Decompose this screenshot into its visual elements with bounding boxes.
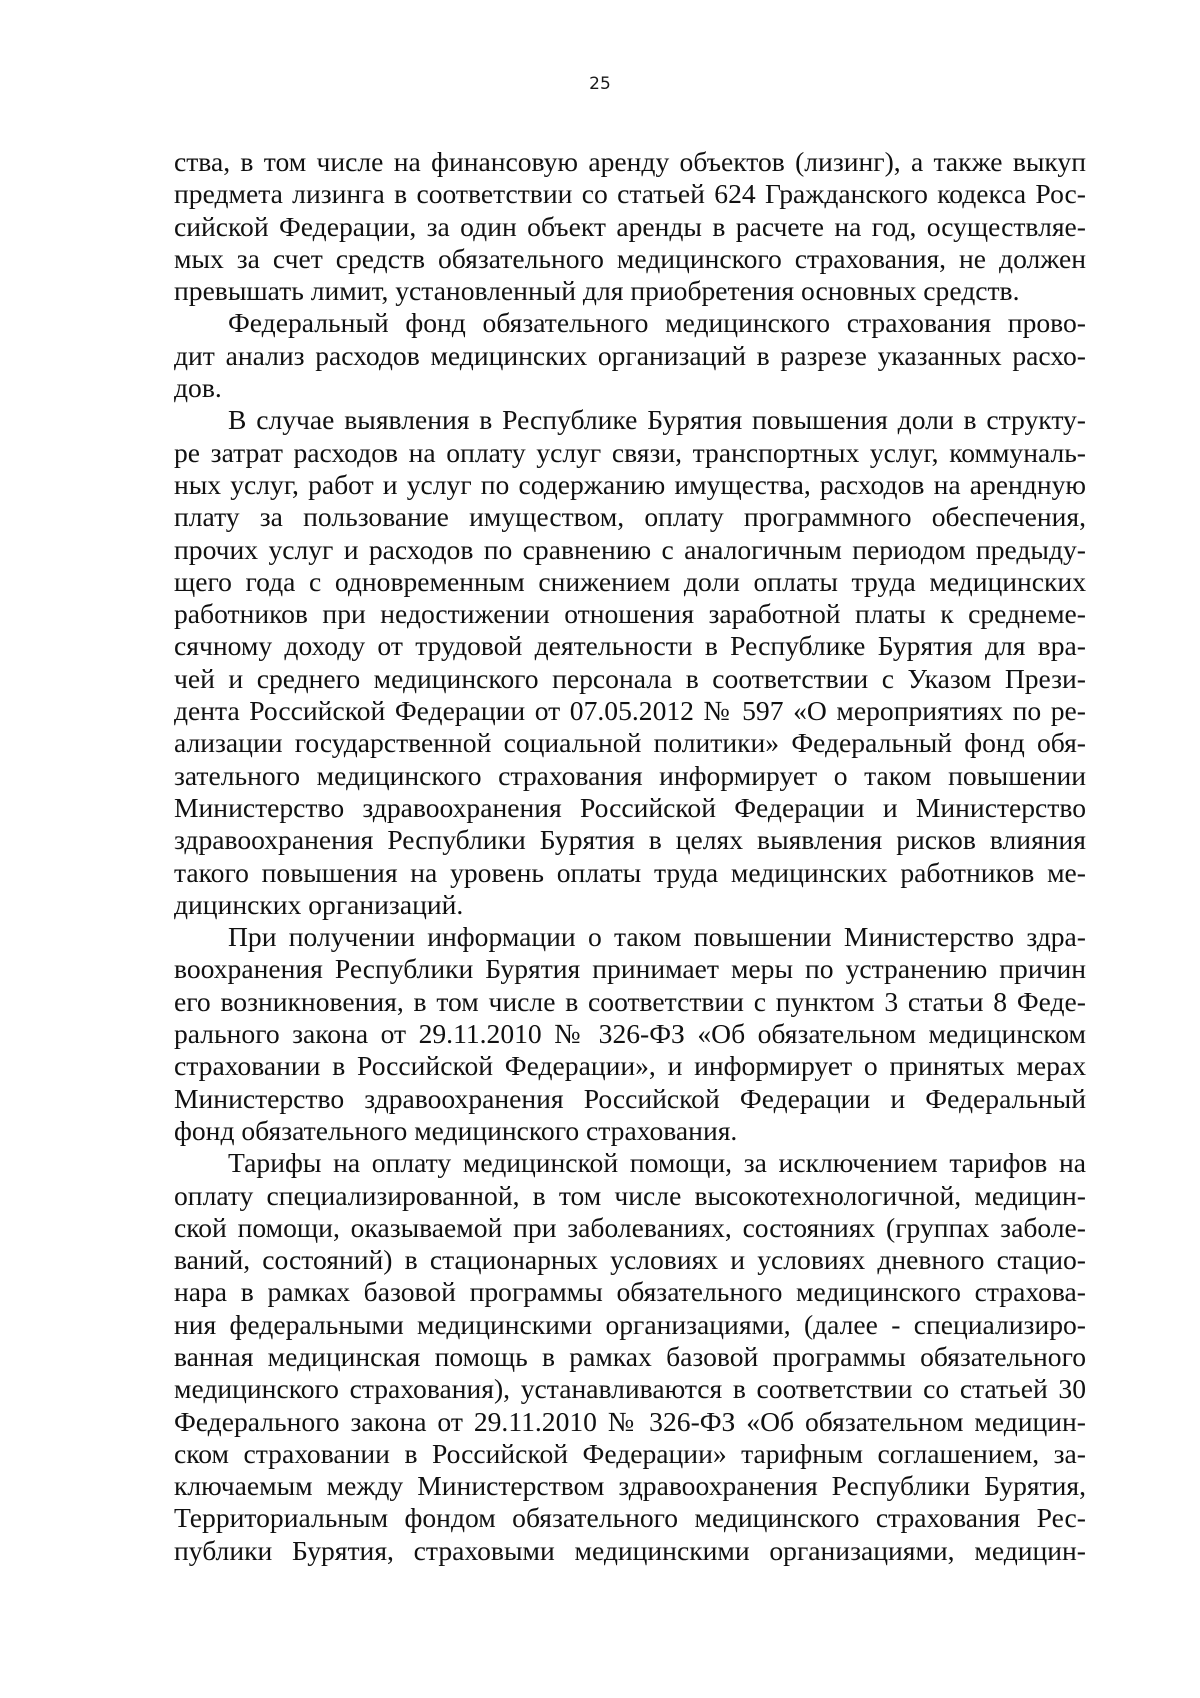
text-line: Федеральный фонд обязательного медицинского страхования прово- [228, 307, 1086, 339]
text-line: дента Российской Федерации от 07.05.2012 № 597 «О мероприятиях по ре- [174, 695, 1086, 727]
text-line: чей и среднего медицинского персонала в соответствии с Указом Прези- [174, 662, 1086, 694]
text-line: дицинских организаций. [174, 888, 464, 920]
text-line: зательного медицинского страхования информирует о таком повышении [174, 759, 1086, 791]
text-line: Тарифы на оплату медицинской помощи, за исключением тарифов на [228, 1147, 1086, 1179]
text-line: рального закона от 29.11.2010 № 326-ФЗ «Об обязательном медицинском [174, 1018, 1086, 1050]
text-line: предмета лизинга в соответствии со статьей 624 Гражданского кодекса Рос- [174, 178, 1086, 210]
text-line: его возникновения, в том числе в соответствии с пунктом 3 статьи 8 Феде- [174, 985, 1086, 1017]
text-line: такого повышения на уровень оплаты труда медицинских работников ме- [174, 856, 1086, 888]
text-line: медицинского страхования), устанавливаются в соответствии со статьей 30 [174, 1373, 1086, 1405]
text-line: работников при недостижении отношения заработной платы к среднеме- [174, 598, 1086, 630]
text-line: ваний, состояний) в стационарных условиях и условиях дневного стацио- [174, 1244, 1086, 1276]
text-line: оплату специализированной, в том числе высокотехнологичной, медицин- [174, 1179, 1086, 1211]
text-line: ской помощи, оказываемой при заболеваниях, состояниях (группах заболе- [174, 1211, 1086, 1243]
text-line: ства, в том числе на финансовую аренду объектов (лизинг), а также выкуп [174, 146, 1086, 177]
text-line: Министерство здравоохранения Российской Федерации и Министерство [174, 791, 1086, 823]
text-line: ключаемым между Министерством здравоохранения Республики Бурятия, [174, 1470, 1086, 1502]
text-line: Федерального закона от 29.11.2010 № 326-ФЗ «Об обязательном медицин- [174, 1405, 1086, 1437]
text-line: Территориальным фондом обязательного медицинского страхования Рес- [174, 1502, 1086, 1534]
text-line: ных услуг, работ и услуг по содержанию имущества, расходов на арендную [174, 468, 1086, 500]
text-line: дов. [174, 372, 222, 404]
text-line: фонд обязательного медицинского страхования. [174, 1114, 738, 1146]
text-line: Министерство здравоохранения Российской Федерации и Федеральный [174, 1082, 1086, 1114]
document-body [174, 146, 1086, 1567]
text-line: ализации государственной социальной политики» Федеральный фонд обя- [174, 727, 1086, 759]
text-line: прочих услуг и расходов по сравнению с аналогичным периодом предыду- [174, 533, 1086, 565]
text-line: публики Бурятия, страховыми медицинскими организациями, медицин- [174, 1534, 1086, 1566]
text-line: ния федеральными медицинскими организациями, (далее - специализиро- [174, 1308, 1086, 1340]
text-line: воохранения Республики Бурятия принимает меры по устранению причин [174, 953, 1086, 985]
text-line: здравоохранения Республики Бурятия в целях выявления рисков влияния [174, 824, 1086, 856]
text-line: нара в рамках базовой программы обязательного медицинского страхова- [174, 1276, 1086, 1308]
text-line: дит анализ расходов медицинских организаций в разрезе указанных расхо- [174, 339, 1086, 371]
text-line: В случае выявления в Республике Бурятия повышения доли в структу- [228, 404, 1086, 436]
text-line: ре затрат расходов на оплату услуг связи, транспортных услуг, коммуналь- [174, 436, 1086, 468]
page-number: 25 [589, 74, 611, 94]
text-line: щего года с одновременным снижением доли оплаты труда медицинских [174, 565, 1086, 597]
text-line: мых за счет средств обязательного медицинского страхования, не должен [174, 242, 1086, 274]
text-line: превышать лимит, установленный для приобретения основных средств. [174, 275, 1020, 307]
text-line: ванная медицинская помощь в рамках базовой программы обязательного [174, 1340, 1086, 1372]
text-line: сячному доходу от трудовой деятельности в Республике Бурятия для вра- [174, 630, 1086, 662]
text-line: плату за пользование имуществом, оплату программного обеспечения, [174, 501, 1086, 533]
text-line: сийской Федерации, за один объект аренды в расчете на год, осуществляе- [174, 210, 1086, 242]
text-line: страховании в Российской Федерации», и информирует о принятых мерах [174, 1050, 1086, 1082]
text-line: При получении информации о таком повышении Министерство здра- [228, 921, 1086, 953]
text-line: ском страховании в Российской Федерации» тарифным соглашением, за- [174, 1437, 1086, 1469]
